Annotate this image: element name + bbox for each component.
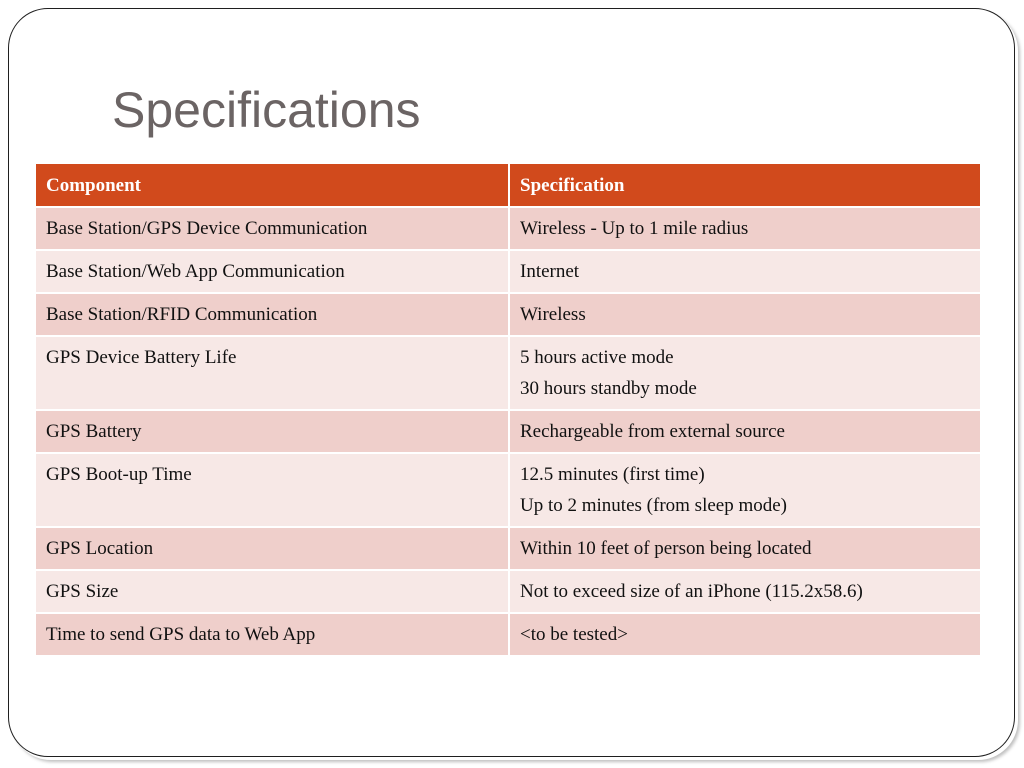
specification-cell: [509, 527, 981, 570]
slide-title: Specifications: [112, 82, 421, 138]
spec-line: Internet: [520, 261, 580, 282]
spec-line: 30 hours standby mode: [520, 378, 697, 399]
specification-cell: [509, 453, 981, 527]
specification-cell: [509, 336, 981, 410]
header-specification: Specification: [509, 163, 981, 207]
table-row: [35, 250, 981, 293]
component-cell: GPS Battery: [35, 410, 509, 453]
table-header-row: [35, 163, 981, 207]
spec-line: <to be tested>: [520, 624, 628, 645]
table-row: [35, 527, 981, 570]
header-component: Component: [35, 163, 509, 207]
specification-cell: [509, 613, 981, 656]
component-cell: GPS Location: [35, 527, 509, 570]
spec-line: Rechargeable from external source: [520, 421, 785, 442]
specifications-table: [34, 162, 982, 657]
specification-cell: [509, 207, 981, 250]
component-cell: Base Station/RFID Communication: [35, 293, 509, 336]
spec-line: Up to 2 minutes (from sleep mode): [520, 495, 788, 516]
specification-cell: [509, 410, 981, 453]
component-cell: GPS Boot-up Time: [35, 453, 509, 527]
component-cell: GPS Device Battery Life: [35, 336, 509, 410]
component-cell: Base Station/GPS Device Communication: [35, 207, 509, 250]
component-cell: Base Station/Web App Communication: [35, 250, 509, 293]
specification-cell: [509, 293, 981, 336]
spec-line: Wireless: [520, 304, 586, 325]
spec-line: 12.5 minutes (first time): [520, 464, 705, 485]
table-row: [35, 410, 981, 453]
table-row: [35, 453, 981, 527]
spec-line: Within 10 feet of person being located: [520, 538, 812, 559]
spec-line: Wireless - Up to 1 mile radius: [520, 218, 749, 239]
component-cell: GPS Size: [35, 570, 509, 613]
table-body: [35, 207, 981, 656]
specification-cell: [509, 250, 981, 293]
component-cell: Time to send GPS data to Web App: [35, 613, 509, 656]
table-row: [35, 293, 981, 336]
table-row: [35, 570, 981, 613]
table-row: [35, 207, 981, 250]
specification-cell: [509, 570, 981, 613]
spec-line: Not to exceed size of an iPhone (115.2x58.6): [520, 581, 863, 602]
spec-line: 5 hours active mode: [520, 347, 674, 368]
table-row: [35, 613, 981, 656]
table-row: [35, 336, 981, 410]
